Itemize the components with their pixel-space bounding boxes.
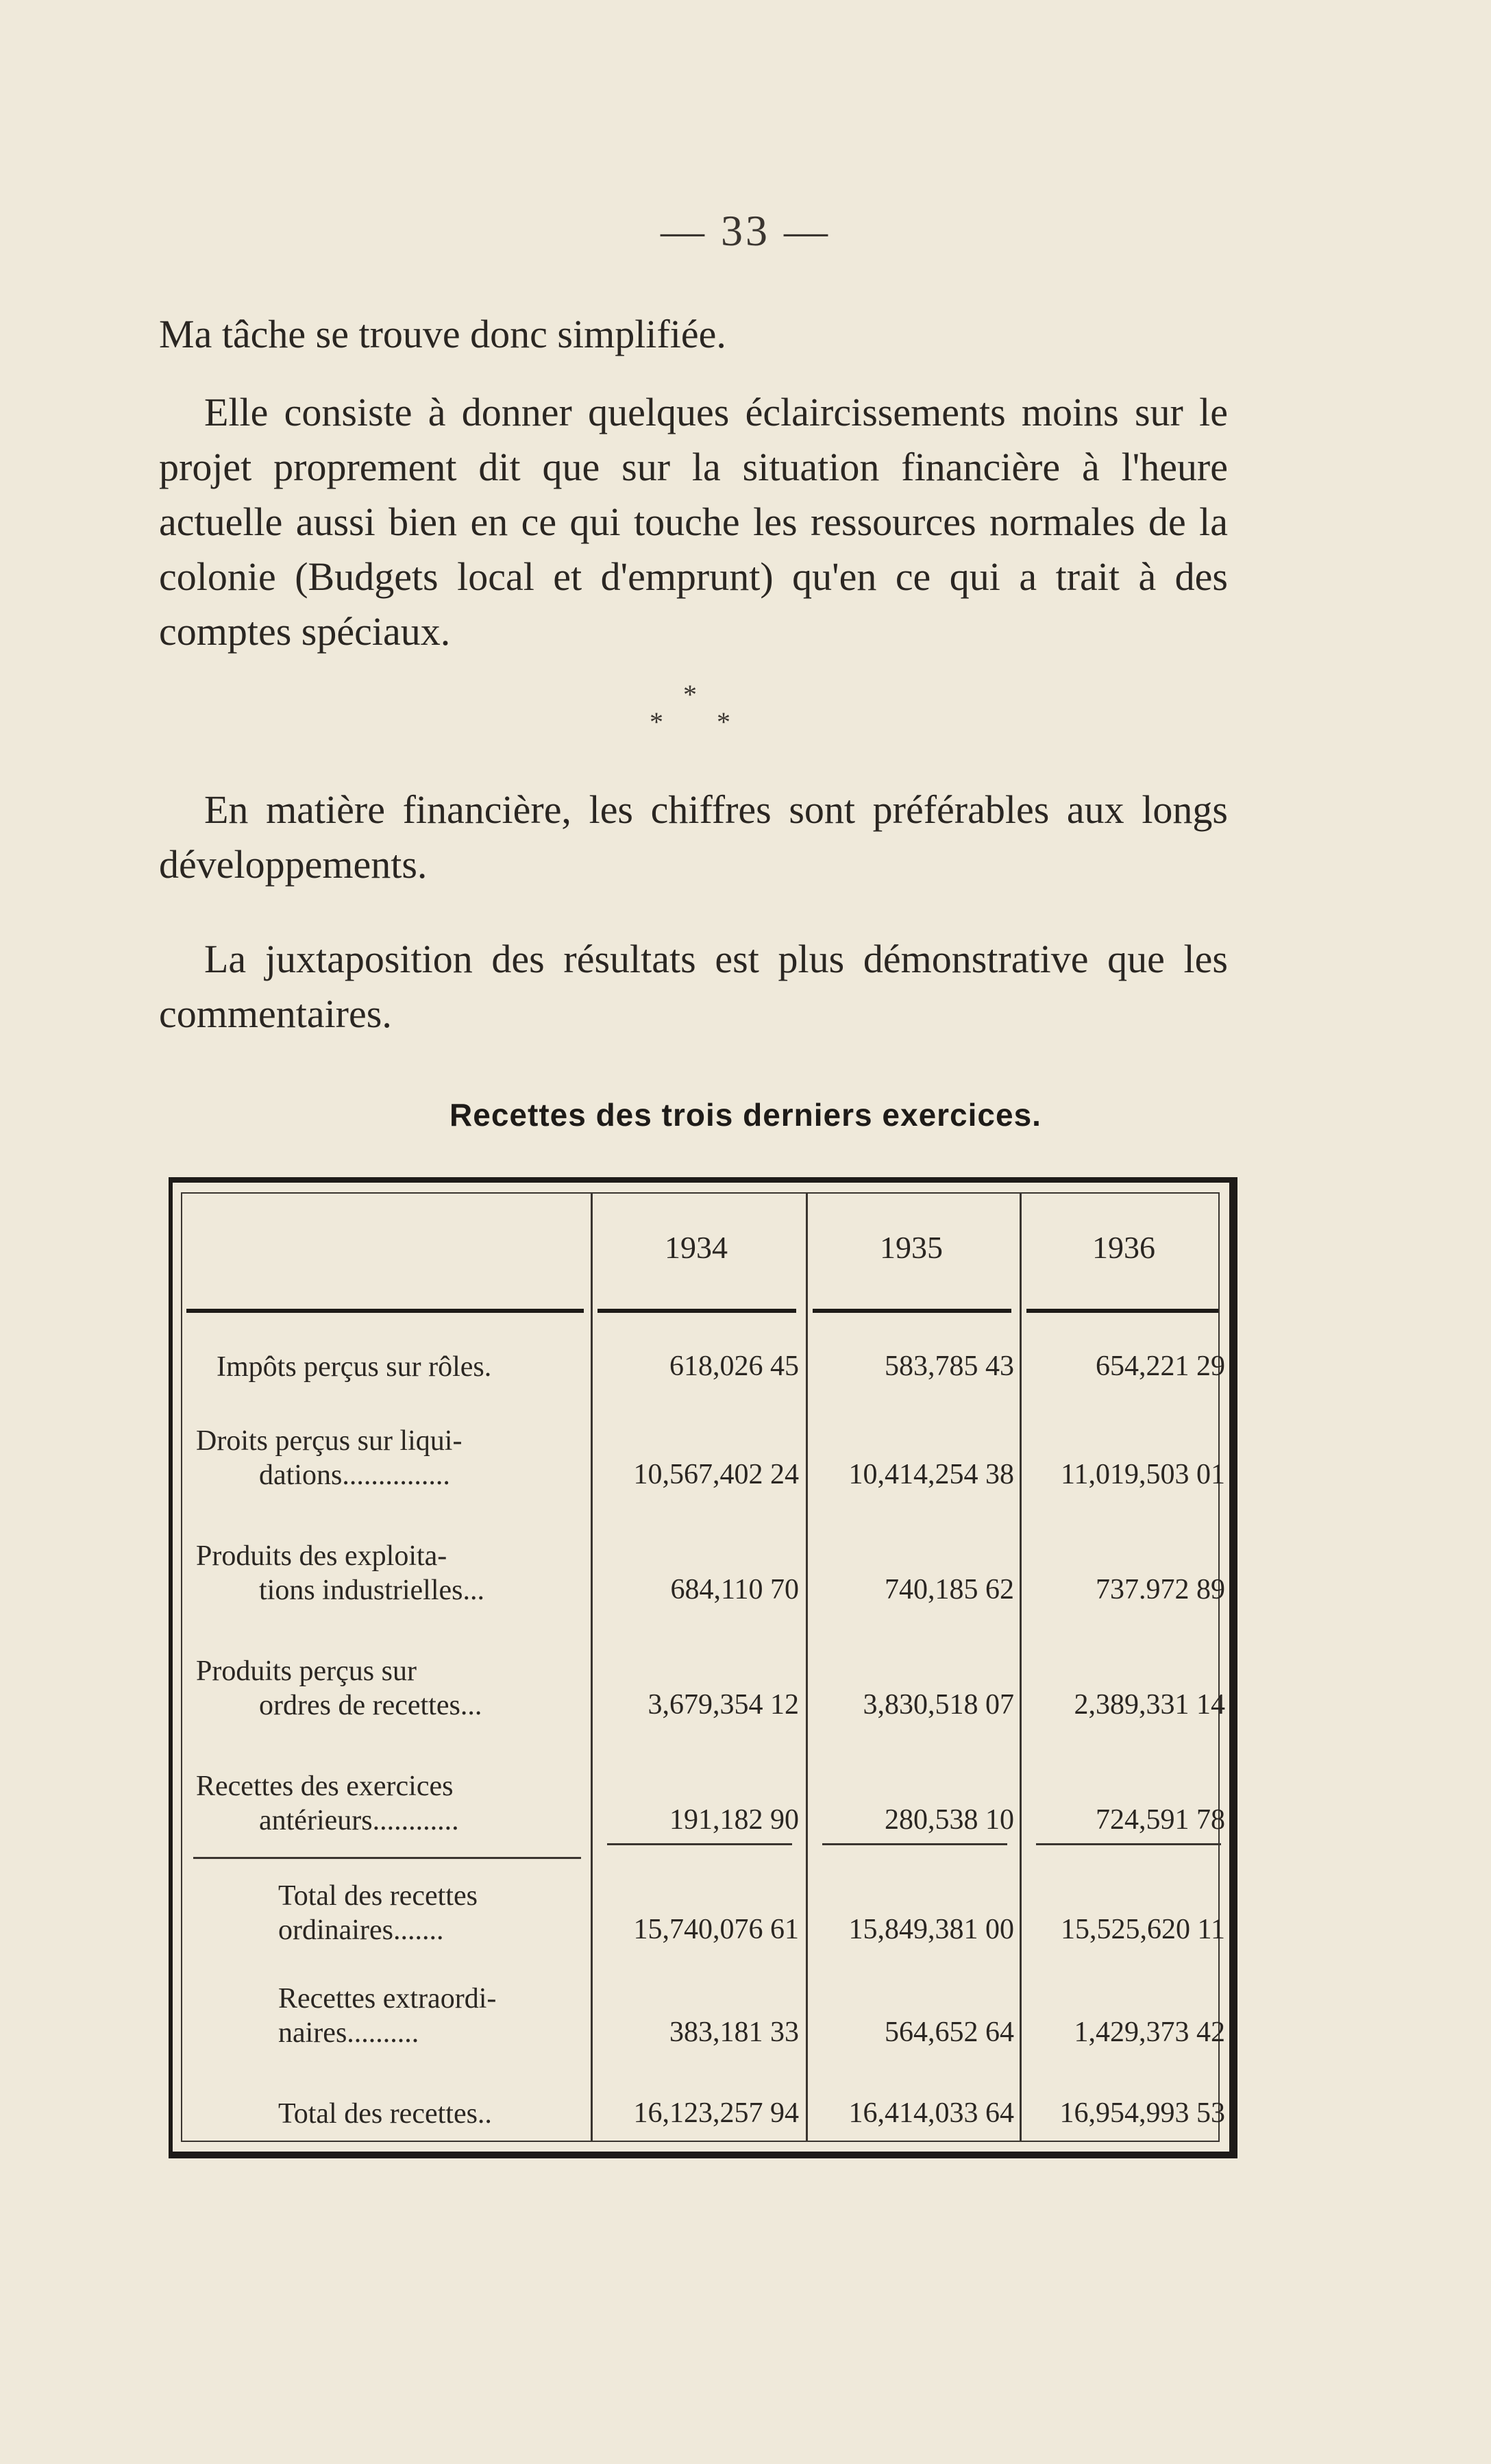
table-caption: Recettes des trois derniers exercices.	[449, 1097, 1042, 1133]
column-divider	[591, 1194, 593, 2141]
value-1934: 618,026 45	[669, 1351, 799, 1382]
row-label	[196, 1879, 584, 1947]
value-1936: 16,954,993 53	[1059, 2097, 1225, 2129]
column-divider	[806, 1194, 808, 2141]
subtotal-rule	[607, 1843, 792, 1845]
paragraph-4: La juxtaposition des résultats est plus démonstrative que les commentaires.	[159, 937, 1228, 1036]
row-label-line: tions industrielles...	[259, 1575, 484, 1606]
row-label-line: Droits perçus sur liqui-	[196, 1425, 463, 1457]
header-rule	[186, 1309, 584, 1313]
subtotal-rule	[822, 1843, 1007, 1845]
row-label-line: Recettes extraordi-	[278, 1983, 497, 2015]
row-label-line: Recettes des exercices	[196, 1771, 454, 1802]
value-1936: 724,591 78	[1096, 1804, 1225, 1836]
header-rule	[813, 1309, 1011, 1313]
row-label	[196, 1539, 584, 1607]
value-1935: 280,538 10	[885, 1804, 1014, 1836]
paragraph-3: En matière financière, les chiffres sont préférables aux longs développements.	[159, 787, 1228, 887]
value-1936: 1,429,373 42	[1074, 2017, 1225, 2048]
row-label-line: antérieurs............	[259, 1805, 459, 1836]
value-1936: 11,019,503 01	[1061, 1459, 1225, 1490]
value-1934: 10,567,402 24	[633, 1459, 799, 1490]
value-1935: 740,185 62	[885, 1574, 1014, 1605]
year-header-1934: 1934	[665, 1230, 728, 1265]
header-rule	[597, 1309, 796, 1313]
receipts-table	[169, 1177, 1237, 2158]
row-label	[196, 1424, 584, 1492]
row-label-line: Total des recettes	[278, 1880, 478, 1912]
value-1936: 654,221 29	[1096, 1351, 1225, 1382]
value-1934: 191,182 90	[669, 1804, 799, 1836]
value-1935: 3,830,518 07	[863, 1689, 1014, 1721]
row-label-line: ordinaires.......	[278, 1914, 444, 1946]
value-1936: 2,389,331 14	[1074, 1689, 1225, 1721]
value-1934: 16,123,257 94	[633, 2097, 799, 2129]
paragraph-1: Ma tâche se trouve donc simplifiée.	[159, 312, 726, 356]
row-label-line: naires..........	[278, 2017, 419, 2049]
value-1935: 16,414,033 64	[848, 2097, 1014, 2129]
row-label	[196, 1769, 584, 1838]
table-inner-border	[181, 1192, 1225, 2142]
value-1934: 3,679,354 12	[648, 1689, 799, 1721]
asterism-star: *	[717, 706, 730, 737]
subtotal-rule	[1036, 1843, 1221, 1845]
row-label	[196, 1654, 584, 1723]
column-divider	[1020, 1194, 1022, 2141]
header-rule	[1026, 1309, 1218, 1313]
row-label-line: Produits des exploita-	[196, 1540, 447, 1572]
row-label	[196, 1350, 604, 1384]
asterism-star: *	[683, 679, 697, 710]
row-label-line: Impôts perçus sur rôles.	[217, 1351, 492, 1383]
row-label	[196, 1982, 584, 2050]
row-label-line: dations...............	[259, 1459, 450, 1491]
value-1935: 583,785 43	[885, 1351, 1014, 1382]
value-1934: 684,110 70	[670, 1574, 799, 1605]
row-label-line: Total des recettes..	[278, 2098, 492, 2130]
year-header-1935: 1935	[880, 1230, 943, 1265]
asterism	[650, 678, 739, 740]
value-1936: 15,525,620 11	[1061, 1914, 1225, 1945]
row-label-line: Produits perçus sur	[196, 1655, 417, 1687]
page-number: — 33 —	[661, 206, 830, 255]
asterism-star: *	[650, 706, 663, 737]
value-1935: 15,849,381 00	[848, 1914, 1014, 1945]
value-1934: 383,181 33	[669, 2017, 799, 2048]
value-1935: 10,414,254 38	[848, 1459, 1014, 1490]
row-label	[196, 2097, 584, 2131]
row-label-line: ordres de recettes...	[259, 1690, 482, 1721]
year-header-1936: 1936	[1092, 1230, 1155, 1265]
paragraph-2: Elle consiste à donner quelques éclaircissements moins sur le projet proprement dit que sur la situation financière à l'heure actuelle aussi bien en ce qui touche les ressources normales de la colonie (Budgets local et d'emprunt) qu'en ce qui a trait à des comptes spéciaux.	[159, 390, 1228, 654]
value-1934: 15,740,076 61	[633, 1914, 799, 1945]
value-1935: 564,652 64	[885, 2017, 1014, 2048]
value-1936: 737.972 89	[1096, 1574, 1225, 1605]
subtotal-rule	[193, 1857, 581, 1859]
